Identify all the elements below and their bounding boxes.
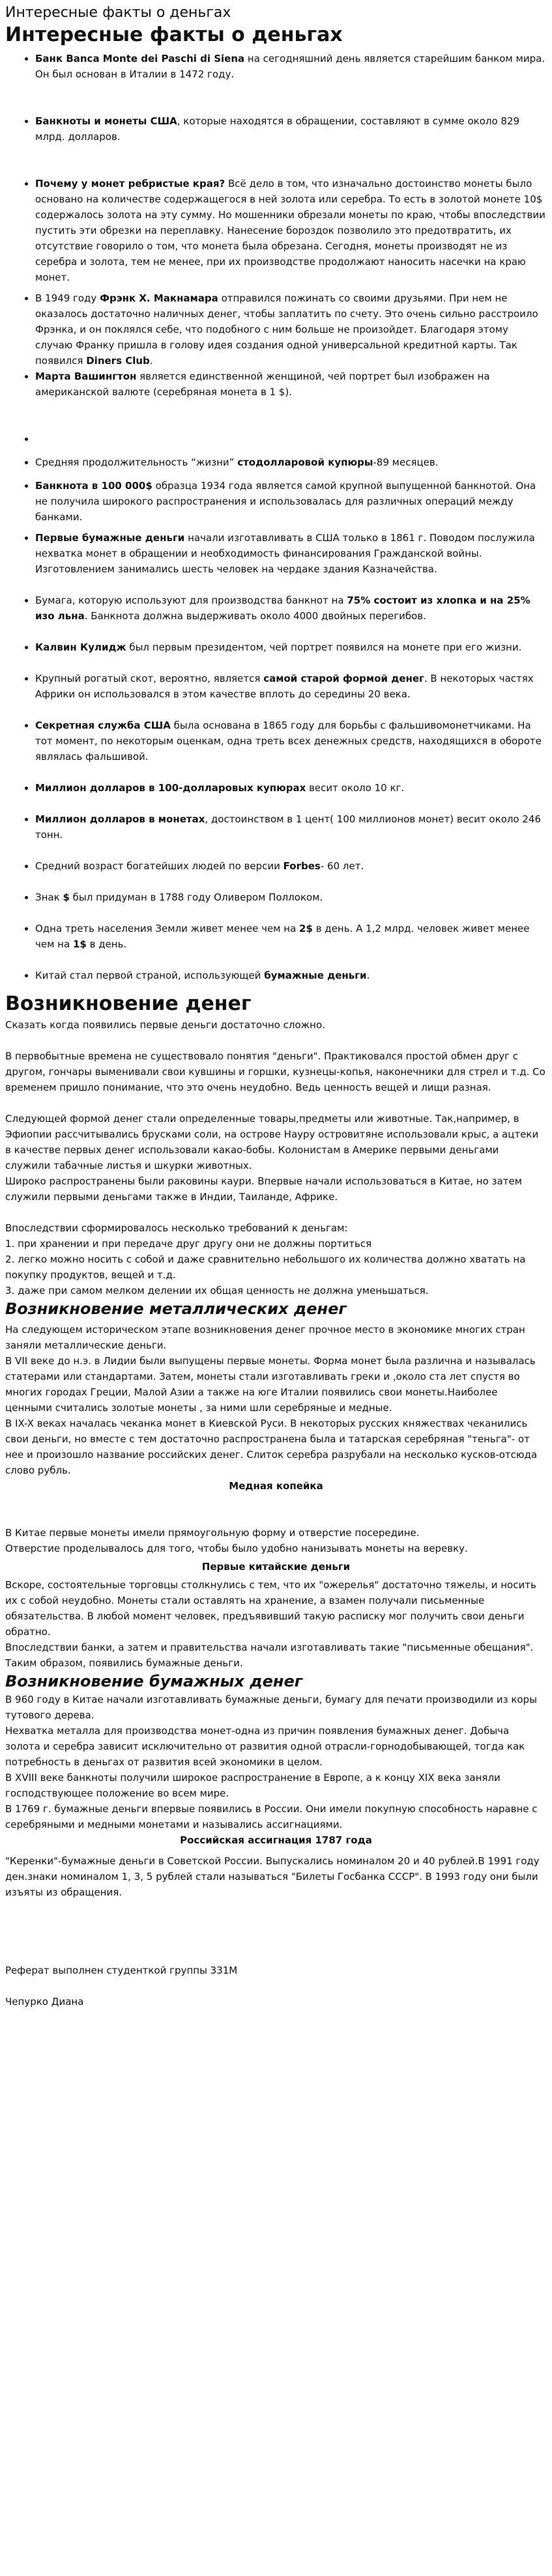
requirement-item: 1. при хранении и при передаче друг другу они не должны портиться [5, 1238, 372, 1250]
fact-item [35, 455, 547, 470]
footer-author-line: Реферат выполнен студенткой группы 331М [5, 1965, 238, 1976]
fact-bold-text: 2$ [299, 923, 313, 934]
section-heading-paper: Возникновение бумажных денег [5, 1672, 303, 1690]
fact-item [35, 968, 547, 983]
fact-bold-text: Diners Club [86, 355, 150, 367]
fact-bold-text: Банкнота в 100 000$ [35, 480, 153, 492]
fact-text: . В некоторых частях Африки он использовался в этом качестве вплоть до середины 20 века. [35, 673, 534, 700]
fact-item [35, 51, 547, 82]
facts-list [5, 51, 547, 983]
metal-paragraph: В VII веке до н.э. в Лидии были выпущены первые монеты. Форма монет была различна и называлась статерами или стандартами. Затем, монеты стали изготавливать греки и ,около ста лет спустя во многих городах Греции, Малой Азии а также на юге Италии появились свои монеты.Наиболее ценными считались золотые монеты , за ними шли серебряные и медные. [5, 1355, 536, 1414]
fact-item [35, 811, 547, 843]
fact-text: , которые находятся в обращении, составляют в сумме около 829 млрд. долларов. [35, 115, 520, 143]
origin-paragraph: Следующей формой денег стали определенные товары,предметы или животные. Так,например, в Эфиопии рассчитывались брусками соли, на острове Науру островитяне использовали крыс, а ацтеки в качестве первых денег использовали какао-бобы. Колонистам в Америке первыми деньгами служили табачные листья и шкурки животных. [5, 1113, 539, 1171]
paper-paragraph: В XVIII веке банкноты получили широкое распространение в Европе, а к концу XIX века заняли господствующее положение во всем мире. [5, 1772, 501, 1799]
fact-bold-text: Калвин Кулидж [35, 641, 126, 653]
fact-text: в день. [86, 938, 127, 950]
document-title: Интересные факты о деньгах [5, 5, 231, 21]
origin-intro: Сказать когда появились первые деньги достаточно сложно. [5, 1019, 325, 1031]
fact-bold-text: стодолларовой купюры [237, 456, 373, 468]
fact-bold-text: Банк Banca Monte dei Paschi di Siena [35, 53, 245, 64]
fact-text: . [149, 355, 153, 367]
fact-text: был придуман в 1788 году Оливером Поллоком. [69, 891, 323, 903]
requirement-item: 3. даже при самом мелком делении их общая ценность не должна уменьшаться. [5, 1285, 429, 1296]
fact-item [35, 921, 547, 952]
fact-item [35, 431, 547, 447]
metal-paragraph: В Китае первые монеты имели прямоугольную форму и отверстие посередине. [5, 1527, 420, 1539]
requirement-item: 2. легко можно носить с собой и даже сравнительно небольшого их количества должно хватать на покупку продуктов, вещей и т.д. [5, 1253, 526, 1281]
fact-text: была основана в 1865 году для борьбы с фальшивомонетчиками. На тот момент, по некоторым оценкам, одна треть всех денежных средств, находящихся в обороте являлась фальшивой. [35, 720, 542, 763]
page-heading: Интересные факты о деньгах [5, 23, 343, 46]
metal-paragraph: Вскоре, состоятельные торговцы столкнулись с тем, что их "ожерелья" достаточно тяжелы, и носить их с собой неудобно. Монеты стали оставлять на хранение, а взамен получали письменные обязательства. В любой момент человек, предъявивший такую расписку мог получить свои деньги обратно. [5, 1579, 536, 1638]
image-caption: Медная копейка [229, 1480, 323, 1492]
fact-text: Одна треть населения Земли живет менее чем на [35, 923, 300, 934]
fact-text: В 1949 году [35, 292, 100, 304]
fact-item [35, 176, 547, 285]
fact-bold-text: Миллион долларов в монетах [35, 813, 205, 825]
origin-paragraph: Широко распространены были раковины каури. Впервые начали использоваться в Китае, но затем служили первыми деньгами также в Индии, Таиланде, Африке. [5, 1175, 523, 1203]
fact-item [35, 593, 547, 624]
fact-text: Знак [35, 891, 63, 903]
fact-text: , достоинством в 1 цент( 100 миллионов монет) весит около 246 тонн. [35, 813, 541, 841]
paper-paragraph: "Керенки"-бумажные деньги в Советской России. Выпускались номиналом 20 и 40 рублей.В 1991 году ден.знаки номиналом 1, 3, 5 рублей стали называться "Билеты Госбанка СССР". В 1993 году они были изъяты из обращения. [5, 1855, 540, 1898]
fact-text: Средний возраст богатейших людей по версии [35, 860, 283, 872]
fact-text: -89 месяцев. [373, 456, 439, 468]
fact-bold-text: Forbes [283, 860, 321, 872]
fact-text: на сегодняшний день является старейшим банком мира. Он был основан в Италии в 1472 году. [35, 53, 545, 80]
fact-text: в день. А 1,2 млрд. человек живет менее чем на [35, 923, 530, 950]
fact-bold-text: бумажные деньги [264, 970, 367, 981]
origin-paragraph: Впоследствии сформировалось несколько требований к деньгам: [5, 1222, 348, 1234]
metal-paragraph: Отверстие проделывалось для того, чтобы было удобно нанизывать монеты на веревку. [5, 1543, 468, 1554]
fact-bold-text: Банкноты и монеты США [35, 115, 177, 127]
fact-bold-text: 1$ [72, 938, 87, 950]
fact-item [35, 478, 547, 525]
fact-text: . [366, 970, 370, 981]
image-caption: Первые китайские деньги [201, 1561, 351, 1573]
footer-author-name: Чепурко Диана [5, 1996, 84, 2008]
fact-text: весит около 10 кг. [306, 782, 405, 794]
fact-item [35, 530, 547, 577]
image-caption: Российская ассигнация 1787 года [180, 1834, 372, 1846]
fact-item [35, 113, 547, 145]
fact-item [35, 671, 547, 702]
fact-bold-text: самой старой формой денег [263, 673, 424, 684]
fact-text: Средняя продолжительность “жизни” [35, 456, 238, 468]
fact-text: Крупный рогатый скот, вероятно, является [35, 673, 264, 684]
fact-text: - 60 лет. [320, 860, 364, 872]
fact-text: начали изготавливать в США только в 1861 г. Поводом послужила нехватка монет в обращении и необходимость финансирования Гражданской войны. Изготовлением занимались шесть человек на чердаке здания Казначейства. [35, 532, 535, 575]
fact-bold-text: $ [63, 891, 70, 903]
paper-paragraph: В 1769 г. бумажные деньги впервые появились в России. Они имели покупную способность наравне с серебряными и медными монетами и назывались ассигнациями. [5, 1803, 538, 1830]
fact-text: образца 1934 года является самой крупной выпущенной банкнотой. Она не получила широкого распространения и использовалась для различных операций между банками. [35, 480, 536, 523]
fact-text: Китай стал первой страной, использующей [35, 970, 265, 981]
section-heading-metal: Возникновение металлических денег [5, 1300, 347, 1318]
fact-text: Всё дело в том, что изначально достоинство монеты было основано на количестве содержащегося в ней золота или серебра. То есть в золотой монете 10$ содержалось золота на эту сумму. Но мошенники обрезали монеты по краю, чтобы впоследствии пустить эти обрезки на переплавку. Нанесение бороздок позволило это предотвратить, их отсутствие говорило о том, что монета была обрезана. Сегодня, монеты производят не из серебра и золота, тем не менее, при их производстве продолжают наносить насечки на краю монет. [35, 178, 545, 283]
paper-paragraph: В 960 году в Китае начали изготавливать бумажные деньги, бумагу для печати производили из коры тутового дерева. [5, 1694, 537, 1721]
fact-item [35, 858, 547, 874]
fact-bold-text: Секретная служба США [35, 720, 171, 731]
fact-bold-text: Фрэнк Х. Макнамара [100, 292, 218, 304]
paper-paragraph: Нехватка металла для производства монет-одна из причин появления бумажных денег. Добыча золота и серебра зависит исключительно от развития одной отрасли-горнодобывающей, тогда как потребность в деньгах от развития всей экономики в целом. [5, 1725, 525, 1768]
fact-bold-text: Марта Вашингтон [35, 371, 137, 382]
fact-item [35, 639, 547, 655]
metal-paragraph: На следующем историческом этапе возникновения денег прочное место в экономике многих стран заняли металлические деньги. [5, 1324, 525, 1351]
origin-paragraph: В первобытные времена не существовало понятия "деньги". Практиковался простой обмен друг с другом, гончары выменивали свои кувшины и горшки, кузнецы-копья, наконечники для стрел и т.д. Со временем пришло понимание, что это очень неудобно. Ведь ценность вещей и лищи разная. [5, 1050, 545, 1093]
metal-paragraph: Впоследствии банки, а затем и правительства начали изготавливать такие "письменные обещания". Таким образом, появились бумажные деньги. [5, 1642, 534, 1669]
fact-text: был первым президентом, чей портрет появился на монете при его жизни. [126, 641, 522, 653]
fact-text: является единственной женщиной, чей портрет был изображен на американской валюте (серебряная монета в 1 $). [35, 371, 490, 398]
fact-item [35, 290, 547, 369]
fact-bold-text: Первые бумажные деньги [35, 532, 185, 544]
fact-item [35, 780, 547, 796]
section-heading-origin: Возникновение денег [5, 992, 252, 1015]
fact-item [35, 718, 547, 764]
fact-bold-text: Почему у монет ребристые края? [35, 178, 225, 189]
metal-paragraph: В IX-X веках началась чеканка монет в Киевской Руси. В некоторых русских княжествах чеканились свои деньги, но вместе с тем достаточно распространена была и татарская серебряная "теньга"- от нее и произошло название российских денег. Слиток серебра разрубали на несколько кусков-отсюда слово рубль. [5, 1418, 538, 1476]
fact-text: Бумага, которую используют для производства банкнот на [35, 595, 347, 606]
fact-text: отправился пожинать со своими друзьями. При нем не оказалось достаточно наличных денег, чтобы заплатить по счету. Это очень сильно расстроило Фрэнка, и он поклялся себе, что подобного с ним больше не произойдет. Благодаря этому случаю Франку пришла в голову идея создания одной универсальной кредитной карты. Так появился [35, 292, 538, 367]
fact-text: . Банкнота должна выдерживать около 4000 двойных перегибов. [84, 610, 426, 622]
fact-bold-text: 75% состоит из хлопка и на 25% изо льна [35, 595, 530, 622]
fact-bold-text: Миллион долларов в 100-долларовых купюрах [35, 782, 306, 794]
fact-item [35, 889, 547, 905]
fact-item [35, 369, 547, 400]
